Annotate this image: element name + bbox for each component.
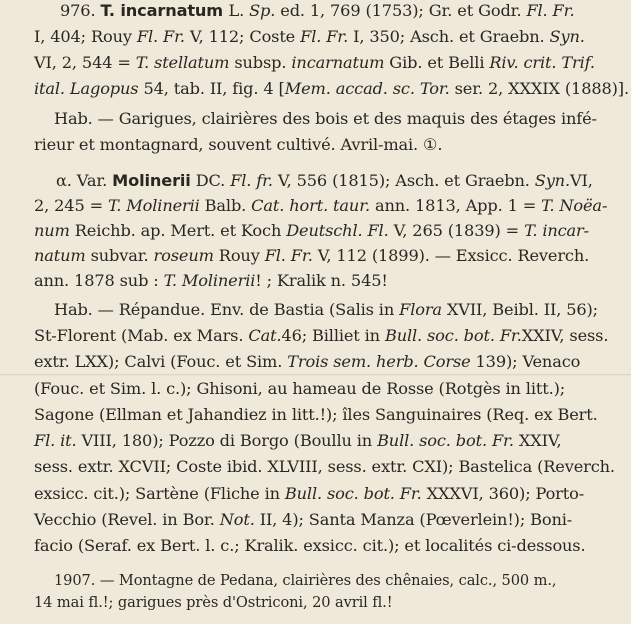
text-run: XVII, Beibl. II, 56); — [441, 300, 598, 319]
entry-number: 976. — [60, 1, 101, 20]
text-run: α. Var. — [56, 171, 113, 190]
text-run: exsicc. cit.); Sartène (Fliche in — [34, 484, 285, 503]
text-run: 46; Billiet in — [281, 326, 385, 345]
italic-citation: Mem. accad. sc. Tor. — [284, 79, 450, 98]
text-run: St-Florent (Mab. ex Mars. — [34, 326, 249, 345]
text-run: VI, 2, 544 = — [34, 53, 136, 72]
italic-citation: num — [34, 221, 70, 240]
entry-line — [0, 52, 631, 74]
text-run: Vecchio (Revel. in Bor. — [34, 510, 220, 529]
text-run: V, 556 (1815); Asch. et Graebn. — [272, 171, 535, 190]
text-run: ann. 1813, App. 1 = — [370, 196, 542, 215]
italic-citation: Fl. Fr. — [300, 27, 349, 46]
italic-citation: Sp. — [249, 1, 276, 20]
text-run: 2, 245 = — [34, 196, 108, 215]
text-run: V, 112 (1899). — Exsicc. Reverch. — [312, 246, 590, 265]
text-run: Reichb. ap. Mert. et Koch — [69, 221, 287, 240]
italic-citation: Syn. — [549, 27, 585, 46]
text-run: ! ; Kralik n. 545! — [255, 271, 388, 290]
text-run: ed. 1, 769 (1753); Gr. et Godr. — [275, 1, 527, 20]
variety-line — [0, 220, 631, 242]
italic-citation: Bull. soc. bot. Fr. — [384, 326, 522, 345]
text-run: ann. 1878 sub : — [34, 271, 164, 290]
habitat-line — [0, 108, 631, 130]
text-run: V, 265 (1839) = — [388, 221, 525, 240]
habitat-line — [0, 299, 631, 321]
italic-citation: incarnatum — [291, 53, 385, 72]
text-run: subvar. — [85, 246, 154, 265]
text-run: XXIV, sess. — [521, 326, 609, 345]
variety-line — [0, 245, 631, 267]
text-run: VIII, 180); Pozzo di Borgo (Boullu in — [76, 431, 378, 450]
text-run: facio (Seraf. ex Bert. l. c.; Kralik. exsicc. cit.); et localités ci-dessous. — [34, 536, 586, 555]
text-run: XXIV, — [513, 431, 562, 450]
italic-citation: Flora — [399, 300, 442, 319]
text-run: extr. LXX); Calvi (Fouc. et Sim. — [34, 352, 288, 371]
entry-line — [0, 78, 631, 100]
italic-citation: Syn. — [534, 171, 570, 190]
italic-citation: natum — [34, 246, 86, 265]
habitat-line — [0, 535, 631, 557]
note-line — [0, 592, 631, 614]
text-run: I, 350; Asch. et Graebn. — [348, 27, 550, 46]
italic-citation: Fl. Fr. — [136, 27, 185, 46]
text-run: XXXVI, 360); Porto- — [421, 484, 585, 503]
text-run: subsp. — [229, 53, 292, 72]
habitat-line — [0, 378, 631, 400]
italic-citation: Cat. hort. taur. — [251, 196, 370, 215]
habitat-line — [0, 483, 631, 505]
italic-citation: Fl. it. — [34, 431, 77, 450]
page-fold — [0, 374, 631, 376]
italic-citation: Fl. fr. — [230, 171, 273, 190]
italic-citation: Not. — [219, 510, 255, 529]
italic-citation: Bull. soc. bot. Fr. — [284, 484, 422, 503]
habitat-line — [0, 430, 631, 452]
text-run: II, 4); Santa Manza (Pœverlein!); Boni- — [254, 510, 573, 529]
italic-citation: T. Molinerii — [108, 196, 200, 215]
italic-citation: Riv. crit. Trif. — [489, 53, 595, 72]
note-line — [0, 570, 631, 592]
text-run: Rouy — [213, 246, 265, 265]
text-run: Hab. — Répandue. Env. de Bastia (Salis in — [54, 300, 400, 319]
italic-citation: Cat. — [248, 326, 282, 345]
italic-citation: T. Noëa- — [541, 196, 608, 215]
text-run: L. — [228, 1, 250, 20]
text-run: 14 mai fl.!; garigues près d'Ostriconi, 20 avril fl.! — [34, 594, 393, 611]
text-run: rieur et montagnard, souvent cultivé. Avril-mai. ①. — [34, 135, 443, 154]
italic-citation: roseum — [153, 246, 214, 265]
text-run: 139); Venaco — [470, 352, 581, 371]
text-run: sess. extr. XCVII; Coste ibid. XLVIII, sess. extr. CXI); Bastelica (Reverch. — [34, 457, 615, 476]
text-run: VI, — [569, 171, 593, 190]
text-run: 1907. — Montagne de Pedana, clairières des chênaies, calc., 500 m., — [54, 572, 557, 589]
variety-line — [0, 195, 631, 217]
text-run: (Fouc. et Sim. l. c.); Ghisoni, au hameau de Rosse (Rotgès in litt.); — [34, 379, 566, 398]
text-run: V, 112; Coste — [184, 27, 301, 46]
text-run: Balb. — [199, 196, 252, 215]
text-run: Gib. et Belli — [384, 53, 490, 72]
habitat-line — [0, 134, 631, 156]
entry-line — [0, 26, 631, 48]
italic-citation: Bull. soc. bot. Fr. — [377, 431, 514, 450]
habitat-line — [0, 325, 631, 347]
species-name: T. incarnatum — [100, 1, 229, 20]
italic-citation: Fl. Fr. — [526, 1, 575, 20]
italic-citation: ital. Lagopus — [34, 79, 139, 98]
italic-citation: Fl. Fr. — [264, 246, 313, 265]
habitat-line — [0, 404, 631, 426]
text-run: 54, tab. II, fig. 4 [ — [138, 79, 285, 98]
variety-line — [0, 270, 631, 292]
text-run: Hab. — Garigues, clairières des bois et des maquis des étages infé- — [54, 109, 597, 128]
italic-citation: T. stellatum — [135, 53, 230, 72]
text-run: ser. 2, XXXIX (1888)]. — [449, 79, 629, 98]
variety-line — [0, 170, 631, 192]
text-run: DC. — [190, 171, 231, 190]
habitat-line — [0, 509, 631, 531]
habitat-line — [0, 456, 631, 478]
text-run: Sagone (Ellman et Jahandiez in litt.!); îles Sanguinaires (Req. ex Bert. — [34, 405, 598, 424]
italic-citation: T. Molinerii — [163, 271, 256, 290]
italic-citation: T. incar- — [524, 221, 589, 240]
entry-line — [0, 0, 631, 22]
bold-name: Molinerii — [112, 171, 191, 190]
text-run: I, 404; Rouy — [34, 27, 137, 46]
italic-citation: Deutschl. Fl. — [286, 221, 389, 240]
italic-citation: Trois sem. herb. Corse — [287, 352, 471, 371]
habitat-line — [0, 351, 631, 373]
